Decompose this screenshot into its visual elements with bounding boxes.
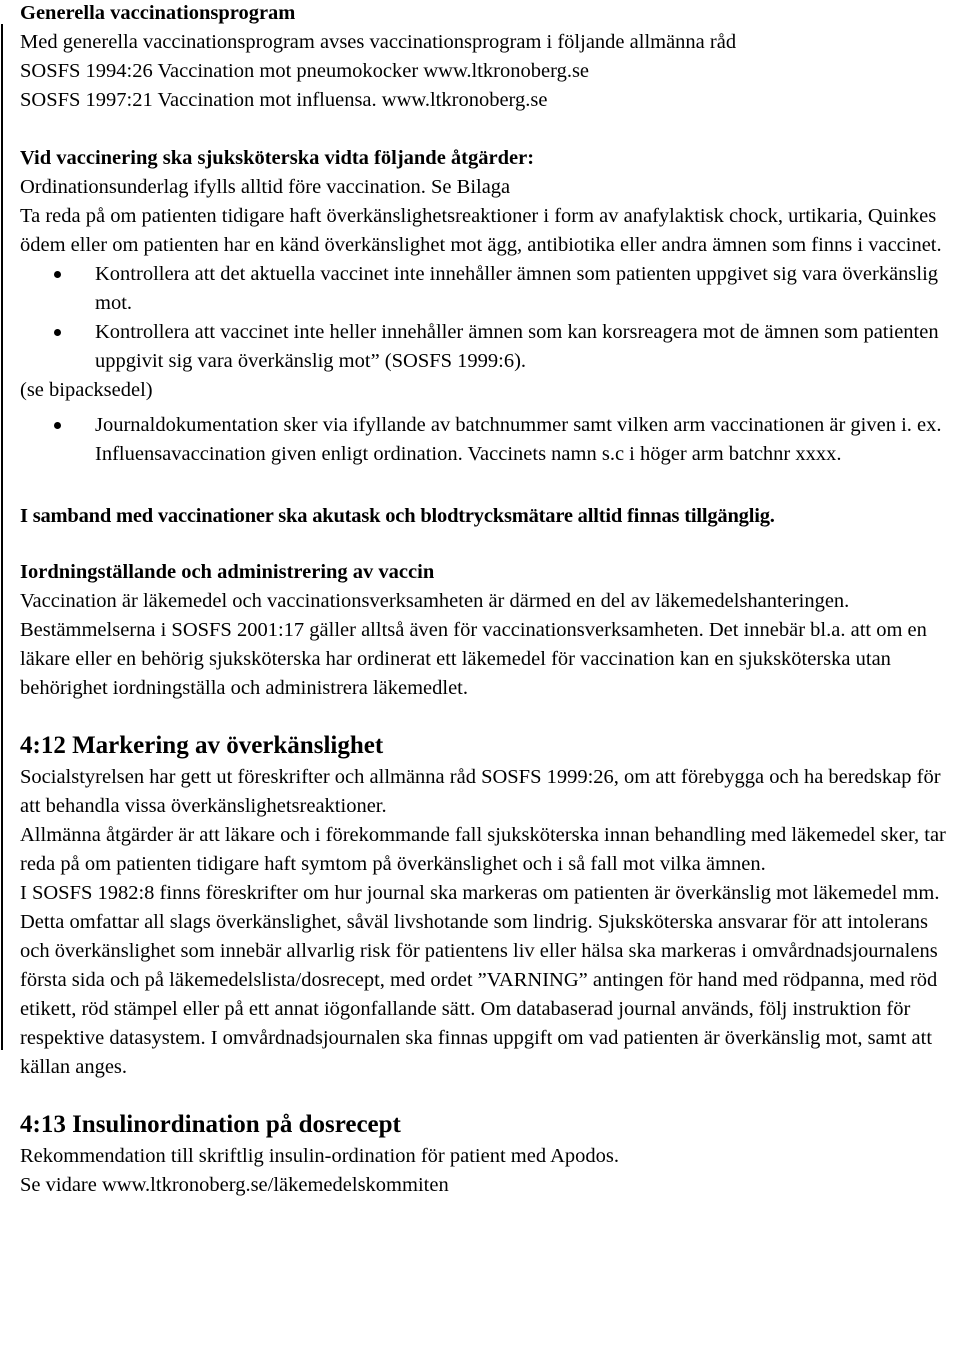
text-line: Med generella vaccinationsprogram avses vaccinationsprogram i följande allmänna råd [20,31,737,53]
text-line: SOSFS 1994:26 Vaccination mot pneumokocker www.ltkronoberg.se [20,60,590,82]
checklist [20,411,958,469]
section-general-programs [20,0,958,115]
list-item: Kontrollera att det aktuella vaccinet inte innehåller ämnen som patienten uppgivet sig vara överkänslig mot. [20,260,958,318]
paragraph: Socialstyrelsen har gett ut föreskrifter och allmänna råd SOSFS 1999:26, om att förebygga och ha beredskap för att behandla vissa överkänslighetsreaktioner. [20,766,941,817]
document-body [20,0,958,1200]
notice-emergency-kit: I samband med vaccinationer ska akutask och blodtrycksmätare alltid finnas tillgänglig. [20,505,775,527]
heading-preparation: Iordningställande och administrering av vaccin [20,561,435,583]
heading-4-13: 4:13 Insulinordination på dosrecept [20,1111,401,1138]
checklist [20,260,958,376]
section-4-13 [20,1108,958,1200]
paragraph: I SOSFS 1982:8 finns föreskrifter om hur journal ska markeras om patienten är överkänslig mot läkemedel mm. Detta omfattar all slags överkänslighet, såväl livshotande som lindrig. Sjuksköterska ansvarar för att intolerans och överkänslighet som innebär allvarlig risk för patientens liv eller hälsa ska markeras i omvårdnadsjournalens första sida och på läkemedelslista/dosrecept, med ordet ”VARNING” antingen för hand med rödpanna, med röd etikett, röd stämpel eller på ett annat iögonfallande sätt. Om databaserad journal används, följ instruktion för respektive datasystem. I omvårdnadsjournalen ska finnas uppgift om vad patienten är överkänslig mot, samt att källan anges. [20,882,940,1078]
section-4-12 [20,729,958,1082]
paragraph: Allmänna åtgärder är att läkare och i förekommande fall sjuksköterska innan behandling med läkemedel sker, tar reda på om patienten tidigare haft symtom på överkänslighet och i så fall mot vilka ämnen. [20,824,946,875]
heading-general-programs: Generella vaccinationsprogram [20,2,296,24]
section-preparation [20,558,958,703]
list-item: Journaldokumentation sker via ifyllande av batchnummer samt vilken arm vaccinationen är given i. ex. Influensavaccination given enligt ordination. Vaccinets namn s.c i höger arm batchnr xxxx. [20,411,958,469]
paragraph: Ta reda på om patienten tidigare haft överkänslighetsreaktioner i form av anafylaktisk chock, urtikaria, Quinkes ödem eller om patienten har en känd överkänslighet mot ägg, antibiotika eller andra ämnen som finns i vaccinet. [20,205,942,256]
margin-change-bar [1,24,3,1050]
heading-4-12: 4:12 Markering av överkänslighet [20,732,384,759]
text-line: Se vidare www.ltkronoberg.se/läkemedelskommiten [20,1174,449,1196]
heading-nurse-actions: Vid vaccinering ska sjuksköterska vidta följande åtgärder: [20,147,535,169]
text-line: SOSFS 1997:21 Vaccination mot influensa. www.ltkronoberg.se [20,89,548,111]
paragraph: Vaccination är läkemedel och vaccinationsverksamheten är därmed en del av läkemedelshanteringen. Bestämmelserna i SOSFS 2001:17 gäller alltså även för vaccinationsverksamheten. Det innebär bl.a. att om en läkare eller en behörig sjuksköterska har ordinerat ett läkemedel för vaccination kan en sjuksköterska utan behörighet iordningställa och administrera läkemedlet. [20,590,927,699]
note-package-leaflet: (se bipacksedel) [20,379,153,401]
list-item: Kontrollera att vaccinet inte heller innehåller ämnen som kan korsreagera mot de ämnen som patienten uppgivit sig vara överkänslig mot” (SOSFS 1999:6). [20,318,958,376]
paragraph: Ordinationsunderlag ifylls alltid före vaccination. Se Bilaga [20,176,511,198]
text-line: Rekommendation till skriftlig insulin-ordination för patient med Apodos. [20,1145,619,1167]
section-nurse-actions [20,144,958,469]
